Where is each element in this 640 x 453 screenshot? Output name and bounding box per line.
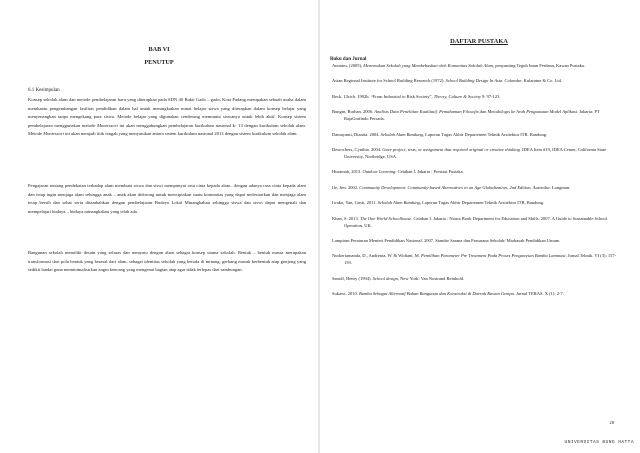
reference-publisher: , Laporan Tugas Akhir Departemen Teknik Arsitektur ITB, Bandung.	[419, 200, 545, 206]
right-page	[320, 0, 638, 453]
reference-text: Bungin, Burhan. 2006.	[332, 109, 375, 115]
reference-title: Menemukan Sekolah yang Membebaskan oleh Komunitas Sekolah Alam	[363, 63, 494, 68]
conclusion-paragraph-1	[28, 96, 306, 139]
reference-title: Analisis Data Penelitian Kualitatif. Pemahaman Filosofis dan Metodologis ke Arah Penguasaan Model Aplikasi	[374, 109, 577, 115]
reference-publisher: , New York: Van Nostrand Reinhold.	[397, 275, 465, 281]
university-footer: UNIVERSITAS BUNG HATTA	[564, 440, 634, 445]
bibliography-title: DAFTAR PUSTAKA	[450, 38, 508, 45]
reference-title: Gave project, tests, or assignment that required original or creative thinking	[382, 146, 520, 152]
chapter-title: PENUTUP	[144, 59, 174, 66]
reference-entry	[332, 146, 622, 160]
chapter-number: BAB VI	[148, 46, 170, 53]
section-heading: 6.1 Kesimpulan	[28, 88, 60, 93]
reference-title: Sekolah Alam Bandung	[377, 200, 420, 206]
reference-title: Pemilihan Parameter Pre Treatment Pada Proses Pengawetan Bambu Laminasi	[420, 253, 566, 259]
reference-title: The One World Schoolhouse	[360, 215, 412, 221]
reference-text: Nurkertamanda, D., Andreina, W. & Widiani, M.	[332, 253, 421, 259]
reference-text: Khan, S. 2013.	[332, 215, 360, 221]
page-number: 28	[609, 420, 614, 425]
reference-entry	[332, 199, 622, 206]
reference-entry	[332, 237, 622, 244]
reference-title: School design	[372, 275, 398, 281]
reference-publisher: . Jurnal TERAS. X (1): 2-7.	[513, 291, 564, 297]
reference-publisher: , Laporan Tugas Akhir Departemen Teknik Arsitektur ITB. Bandung.	[422, 131, 548, 137]
reference-title: School Building Design In Asia.	[445, 78, 504, 84]
paragraph1-term-1: Montessori	[97, 122, 118, 128]
reference-publisher: . Cetakan I. Jakarta : Prestasi Pustaka.	[395, 169, 464, 175]
reference-entry	[332, 93, 622, 100]
reference-publisher: . Cetakan I. Jakarta : Noura Book Department for Education and Skills. 2007. A Guide to Sustainable School. Operation. UK.	[344, 215, 609, 228]
paragraph1-term-2: Montessori	[43, 131, 64, 137]
reference-publisher: 9: 97-123.	[480, 93, 501, 99]
reference-publisher: : Longman.	[549, 184, 571, 190]
reference-entry	[332, 252, 622, 266]
reference-publisher: . Jakarta: PT RajaGrafindo Persada.	[344, 109, 600, 122]
reference-publisher: . IDEA Item #19, IDEA Center, California State University, Northridge, USA.	[344, 146, 607, 159]
reference-entry	[332, 108, 622, 122]
reference-text: Sanoff, Henry (1994).	[332, 275, 373, 281]
reference-text: Asian Regional Institute for School Building Research (1972).	[332, 78, 446, 84]
left-page	[0, 0, 318, 453]
reference-title: Outdoor Learning	[362, 169, 396, 175]
reference-list	[332, 62, 622, 305]
reference-title: Theory, Culture & Society	[433, 93, 481, 99]
reference-text: Damayanti, Dianita. 2004.	[332, 131, 381, 137]
conclusion-paragraph-2: Pengajaran tentang pendekatan terhadap alam membuat siswa dan siswi mempunyai rasa cinta kepada alam., dengan adanya rasa cinta kepada alam dan tetap ingin menjaga alam sehingga anak – anak akan didorong untuk menciptakan suatu komunitas yang dapat melestarikan dan menjaga alam tetap bersih dan sehat serta ditambahkan dengan pembelajaran Budaya Lokal Minangkabau sehingga siswa dan siswi dapat mengenali dan mempelajari budaya – budaya minangkabau yang telah ada.	[28, 183, 306, 214]
paragraph1-text-b: ini akan menggabungkan pembelajaran kurikulum nasional k- 13 dengan kurikulum sekolah alam. Metode	[28, 122, 306, 137]
reference-entry	[332, 168, 622, 175]
reference-entry	[332, 275, 622, 282]
reference-text: Husamah, 2013.	[332, 169, 363, 175]
reference-entry	[332, 131, 622, 138]
reference-title: Sekolah Alam Bandung	[380, 131, 423, 137]
reference-text: Lampiran Peraturan Menteri Pendidikan Nasional. 2007. Standar Sarana dan Prasarana Sekolah/ Madrasah Pendidikan Umum.	[332, 237, 561, 243]
reference-text: Anonim, (2005),	[332, 63, 364, 68]
reference-publisher: . Jurnal Teknik. VI (3): 157-159.	[344, 253, 617, 266]
conclusion-paragraph-3: Bangunan sekolah memiliki desain yang selaras dan menyatu dengan alam sebagai konsep utama sekolah. Bentuk – bentuk massa merupakan transformasi dari pola bentuk yang berasal dari alam, sebagai identitas sekolah yang berada di minang, gerbang masuk berbentuk atap gonjong yang sedikit landai guna meminimalisirkan angin kencang yang mengenai bagian atap agar tidak terlepas dari sambungan.	[28, 250, 306, 273]
reference-text: Iwako, Yan, Gusti, 2011.	[332, 200, 378, 206]
paragraph1-text-c: ini akan menjadi titik tengah yang menyatukan antara sistem kurikulum nasional 2013 dengan sistem kurikulum sekolah alam.	[63, 131, 298, 137]
reference-entry	[332, 290, 622, 297]
reference-entry	[332, 184, 622, 191]
reference-text: Sukawi. 2010.	[332, 291, 359, 297]
reference-title: Community Development: Community-based Alternatives in an Age Globalization, 2nd Edition. Australia	[359, 184, 550, 190]
reference-entry	[332, 62, 622, 69]
reference-publisher: , penyunting Teguh Iman Perdana, Kawan Pustaka.	[493, 63, 585, 68]
bibliography-subheading: Buku dan Jurnal	[330, 57, 367, 62]
reference-text: Desrochers, Cynthia. 2004.	[332, 146, 383, 152]
paragraph1-text-a: Konsep sekolah alam dan metode pembelajaran baru yang diterapkan pada SDN 40 Bukit Gado – gado, Kota Padang merupakan sebuah usaha dalam membantu pengembangan fasilitas pendidikan dalam hal untuk meningkatkan minat belajar siswa yang diterapkan dalam konsep belajar yang menyenangkan tanpa mengekang para siswa. Metode belajar yang digunakan cenderung memuntut siswanya untuk lebih aktif. Konsep sistem pembelajaran menggunakan metode	[28, 97, 306, 128]
reference-entry	[332, 215, 622, 229]
reference-text: Ife, Jim. 2002.	[332, 184, 360, 190]
reference-entry	[332, 77, 622, 84]
reference-title: Bambu Sebagai Alternatif Bahan Bangunan dan Konstruksi di Daerah Rawan Gempa	[359, 291, 514, 297]
reference-text: Beck, Ulrich. 1992b. “From Industrial to Risk Society”,	[332, 93, 434, 99]
reference-publisher: Colombo: Kularatne & Co. Ltd.	[503, 78, 563, 84]
